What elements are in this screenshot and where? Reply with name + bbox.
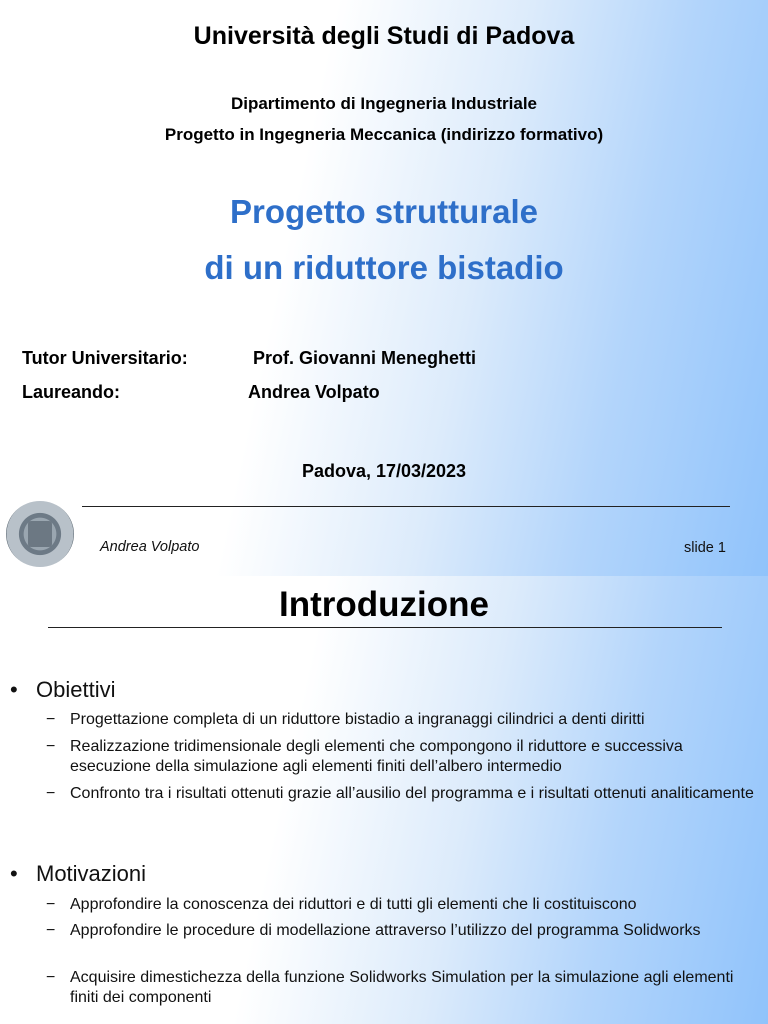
bullet-icon: • [10,677,18,702]
slide-heading: Introduzione [279,585,489,624]
tutor-label: Tutor Universitario: [22,348,188,368]
dash-icon: − [46,896,56,913]
list-item [46,921,758,941]
section-title-motivazioni [10,861,146,887]
course-name: Progetto in Ingegneria Meccanica (indirizzo formativo) [164,125,604,144]
place-date: Padova, 17/03/2023 [301,461,467,481]
department-name: Dipartimento di Ingegneria Industriale [230,94,538,113]
tutor-name: Prof. Giovanni Meneghetti [253,348,477,368]
footer-divider [82,506,730,507]
list-item-text: Progettazione completa di un riduttore bistadio a ingranaggi cilindrici a denti diritti [70,711,645,728]
list-item [46,895,758,915]
footer-author: Andrea Volpato [100,539,200,555]
university-seal-icon [6,501,74,567]
candidate-label: Laureando: [22,382,121,402]
dash-icon: − [46,969,56,986]
dash-icon: − [46,738,56,755]
list-item [46,710,758,730]
list-item-text: Approfondire la conoscenza dei riduttori e di tutti gli elementi che li costituiscono [70,896,637,913]
dash-icon: − [46,711,56,728]
section-title-text: Motivazioni [36,861,147,886]
thesis-title-line-1: Progetto strutturale [229,193,539,230]
university-name: Università degli Studi di Padova [193,22,575,50]
section-title-obiettivi [10,677,115,703]
list-item [46,968,758,1008]
heading-divider [48,627,722,628]
introduction-slide [0,576,768,1024]
section-title-text: Obiettivi [36,677,116,702]
candidate-name: Andrea Volpato [248,382,380,402]
list-item-text: Realizzazione tridimensionale degli elementi che compongono il riduttore e successiva esecuzione della simulazione agli elementi finiti dell’albero intermedio [70,738,683,775]
footer-slide-number: slide 1 [684,540,726,556]
list-item-text: Approfondire le procedure di modellazione attraverso l’utilizzo del programma Solidworks [70,922,701,939]
bullet-icon: • [10,861,18,886]
list-item-text: Acquisire dimestichezza della funzione Solidworks Simulation per la simulazione agli elementi finiti dei componenti [70,969,734,1006]
dash-icon: − [46,922,56,939]
dash-icon: − [46,785,56,802]
list-item [46,737,758,777]
thesis-title-line-2: di un riduttore bistadio [204,249,564,286]
list-item [46,784,758,804]
list-item-text: Confronto tra i risultati ottenuti grazie all’ausilio del programma e i risultati ottenuti analiticamente [70,785,754,802]
